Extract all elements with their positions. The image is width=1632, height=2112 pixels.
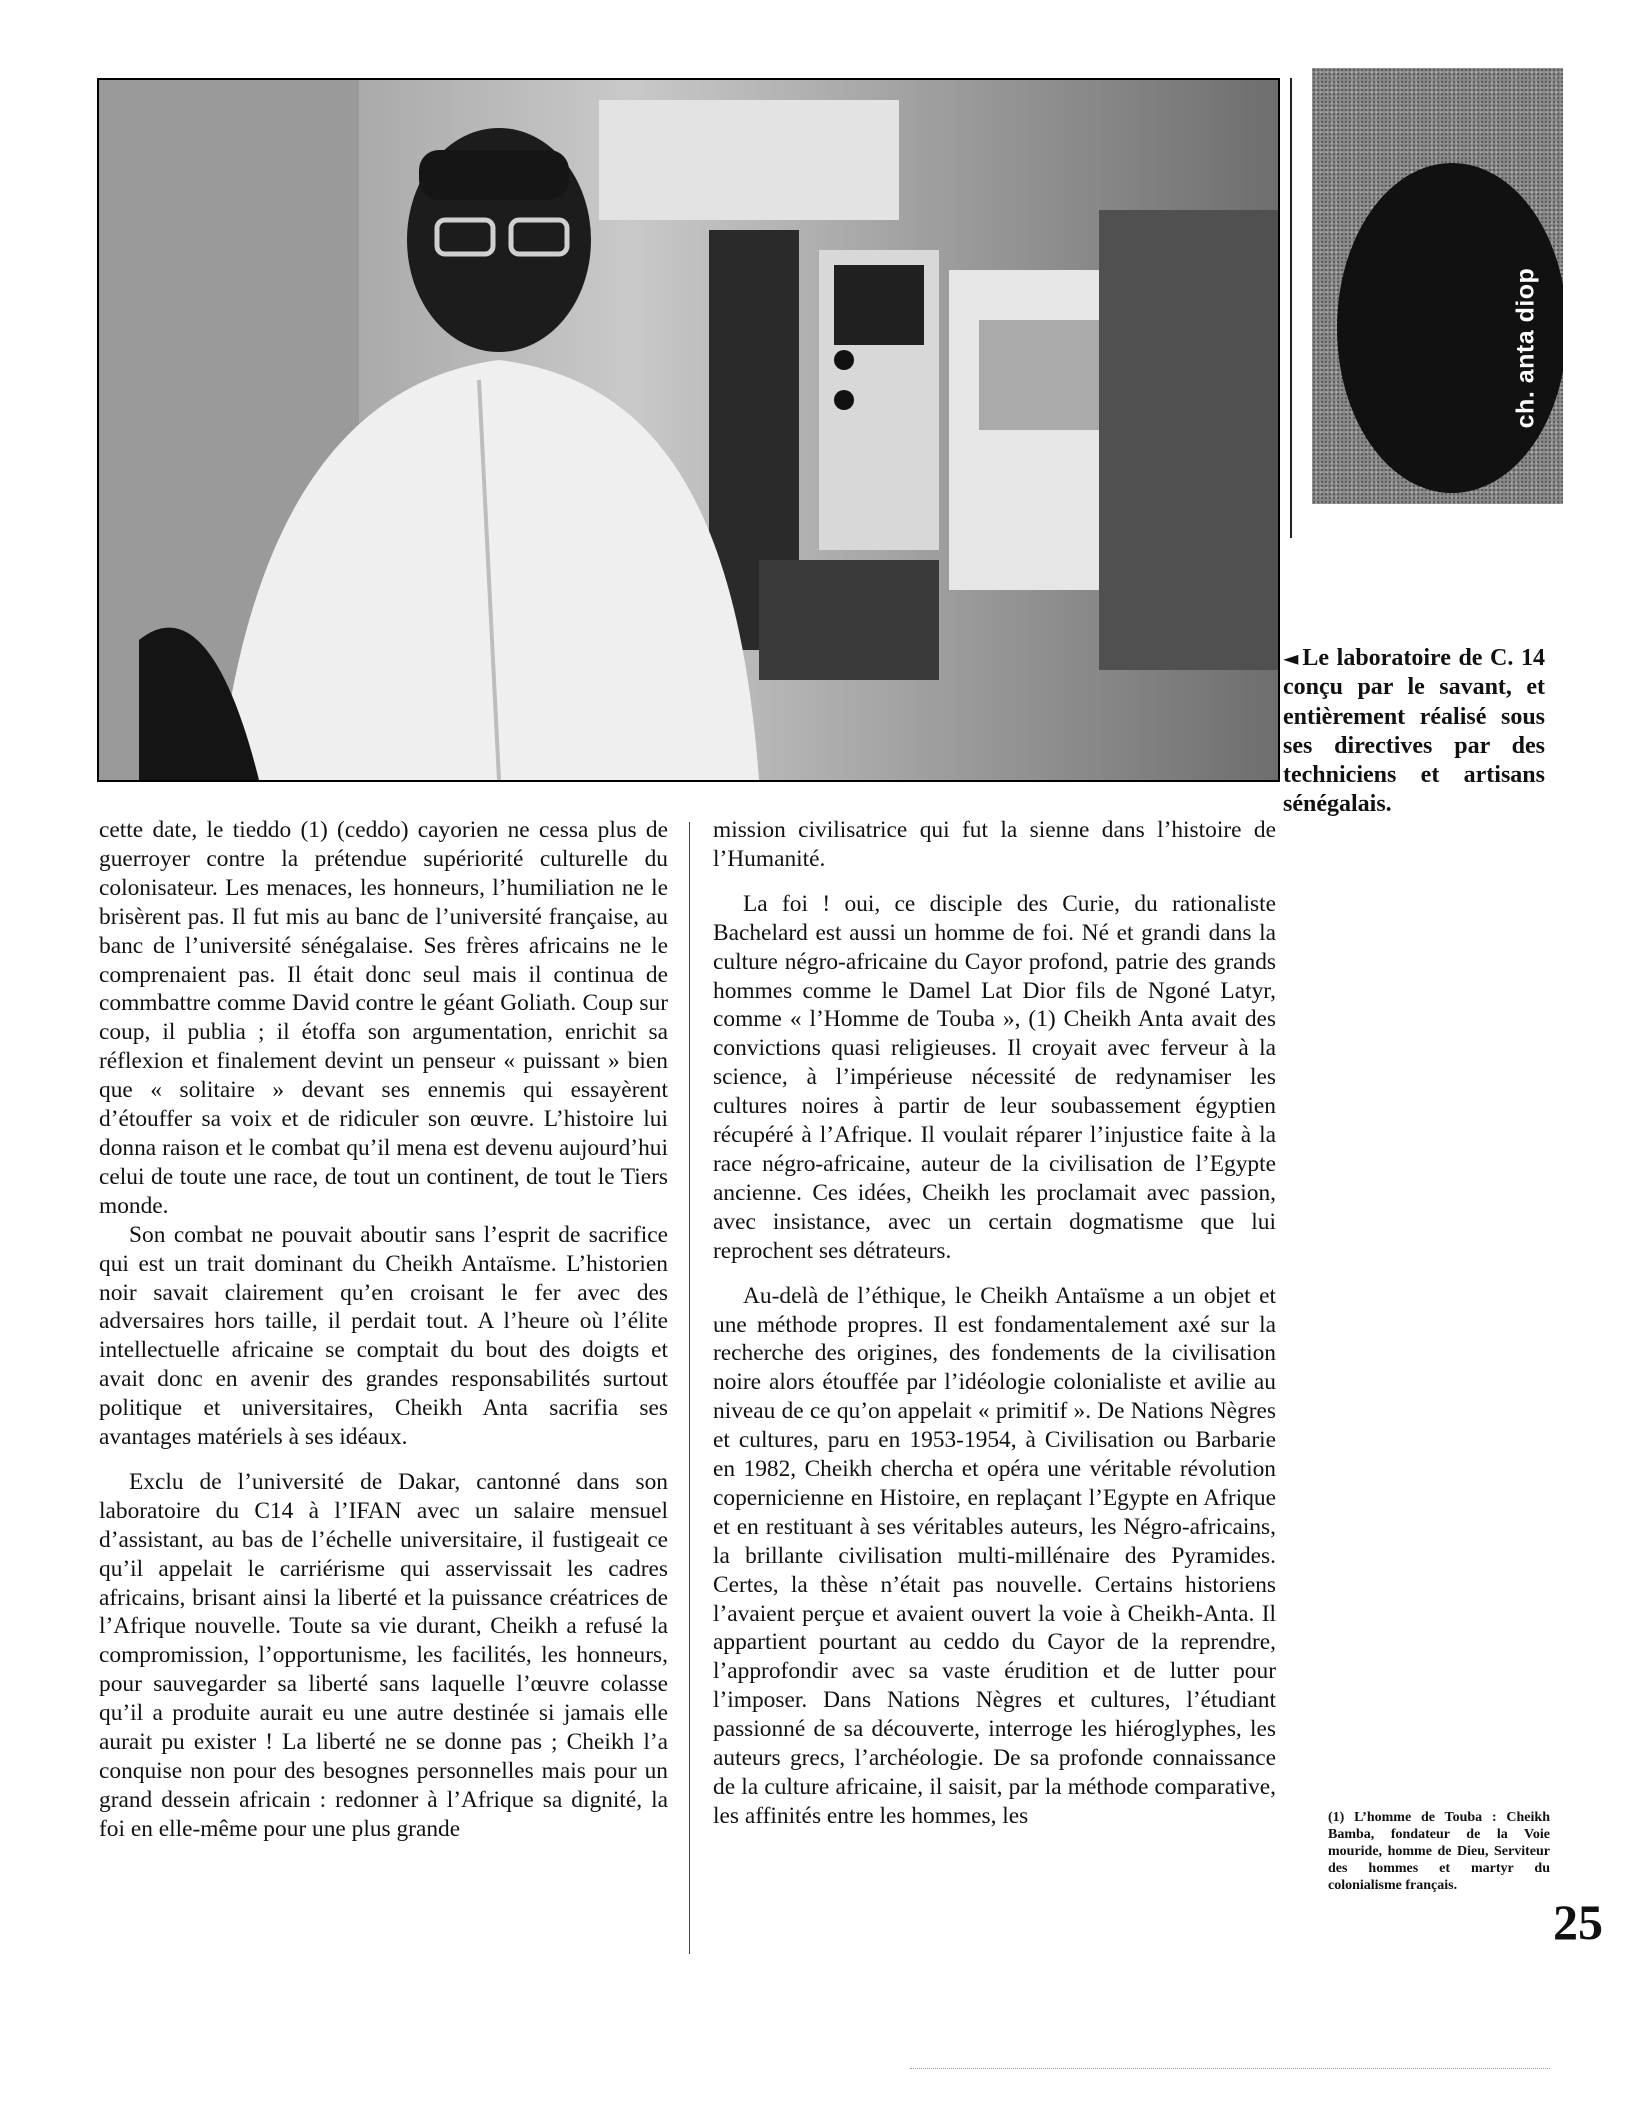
section-tab — [1312, 68, 1563, 504]
page-number: 25 — [1553, 1894, 1603, 1950]
paragraph: Au-delà de l’éthique, le Cheikh Antaïsme a un objet et une méthode propres. Il est fondamentalement axé sur la recherche des origines, des fondements de la civilisation noire alors étouffée par l’idéologie colonialiste et avilie au niveau de ce qu’on appelait « primitif ». De Nations Nègres et cultures, paru en 1953-1954, à Civilisation ou Barbarie en 1982, Cheikh chercha et opéra une véritable révolution copernicienne en Histoire, en replaçant l’Egypte en Afrique et en restituant à ses véritables auteurs, les Négro-africains, la brillante civilisation multi-millénaire des Pyramides. Certes, la thèse n’était pas nouvelle. Certains historiens l’avaient perçue et avaient ouvert la voie à Cheikh-Anta. Il appartient pourtant au ceddo du Cayor de la reprendre, l’approfondir avec sa vaste érudition et de lutter pour l’imposer. Dans Nations Nègres et cultures, l’étudiant passionné de sa découverte, interroge les hiéroglyphes, les auteurs grecs, l’archéologie. De sa profonde connaissance de la culture africaine, il saisit, par la méthode comparative, les affinités entre les hommes, les — [713, 1282, 1276, 1829]
caption-text: Le laboratoire de C. 14 conçu par le savant, et entièrement réalisé sous ses directives par des techniciens et artisans sénégalais. — [1283, 645, 1545, 818]
photo-caption — [1283, 644, 1545, 820]
paragraph: Son combat ne pouvait aboutir sans l’esprit de sacrifice qui est un trait dominant du Cheikh Antaïsme. L’historien noir savait clairement qu’en croisant le fer avec des adversaires hors taille, il perdait tout. A l’heure où l’élite intellectuelle africaine se comptait du bout des doigts et avait donc en avenir des grandes responsabilités surtout politique et universitaires, Cheikh Anta sacrifia ses avantages matériels à ses idéaux. — [99, 1221, 668, 1451]
footnote: (1) L’homme de Touba : Cheikh Bamba, fondateur de la Voie mouride, homme de Dieu, Serviteur des hommes et martyr du colonialisme français. — [1328, 1810, 1550, 1893]
article-column-right — [713, 816, 1276, 1831]
caption-arrow-icon: ◄ — [1283, 646, 1299, 670]
paragraph: La foi ! oui, ce disciple des Curie, du rationaliste Bachelard est aussi un homme de foi. Né et grandi dans la culture négro-africaine du Cayor profond, patrie des grands hommes comme le Damel Lat Dior fils de Ngoné Latyr, comme « l’Homme de Touba », (1) Cheikh Anta avait des convictions quasi religieuses. Il croyait avec ferveur à la science, à l’impérieuse nécessité de redynamiser les cultures noires à partir de leur soubassement égyptien récupéré à l’Afrique. Il voulait réparer l’injustice faite à la race négro-africaine, auteur de la civilisation de l’Egypte ancienne. Ces idées, Cheikh les proclamait avec passion, avec insistance, avec un certain dogmatisme que lui reprochent ses détrateurs. — [713, 890, 1276, 1264]
bottom-rule — [910, 2068, 1550, 2070]
section-tab-label: ch. anta diop — [1511, 267, 1540, 429]
paragraph: mission civilisatrice qui fut la sienne dans l’histoire de l’Humanité. — [713, 817, 1276, 872]
article-photo — [97, 78, 1280, 782]
article-column-left — [99, 816, 668, 1844]
vertical-divider — [1290, 78, 1292, 538]
column-divider — [689, 822, 690, 1954]
paragraph: cette date, le tieddo (1) (ceddo) cayorien ne cessa plus de guerroyer contre la prétendue supériorité culturelle du colonisateur. Les menaces, les honneurs, l’humiliation ne le brisèrent pas. Il fut mis au banc de l’université française, au banc de l’université sénégalaise. Ses frères africains ne le comprenaient pas. Il était donc seul mais il continua de commbattre comme David contre le géant Goliath. Coup sur coup, il publia ; il étoffa son argumentation, enrichit sa réflexion et finalement devint un penseur « puissant » bien que « solitaire » devant ses ennemis qui essayèrent d’étouffer sa voix et de ridiculer son œuvre. L’histoire lui donna raison et le combat qu’il mena est devenu aujourd’hui celui de toute une race, de tout un continent, de tout le Tiers monde. — [99, 817, 668, 1219]
paragraph: Exclu de l’université de Dakar, cantonné dans son laboratoire du C14 à l’IFAN avec un salaire mensuel d’assistant, au bas de l’échelle universitaire, il fustigeait ce qu’il appelait le carriérisme qui asservissait les cadres africains, brisant ainsi la liberté et la puissance créatrices de l’Afrique nouvelle. Toute sa vie durant, Cheikh a refusé la compromission, l’opportunisme, les facilités, les honneurs, pour sauvegarder sa liberté sans laquelle l’œuvre colasse qu’il a produite aurait eu une autre destinée si jamais elle aurait pu exister ! La liberté ne se donne pas ; Cheikh l’a conquise non pour des besognes personnelles mais pour un grand dessein africain : redonner à l’Afrique sa dignité, la foi en elle-même pour une plus grande — [99, 1468, 668, 1842]
photo-illustration — [99, 80, 1278, 780]
